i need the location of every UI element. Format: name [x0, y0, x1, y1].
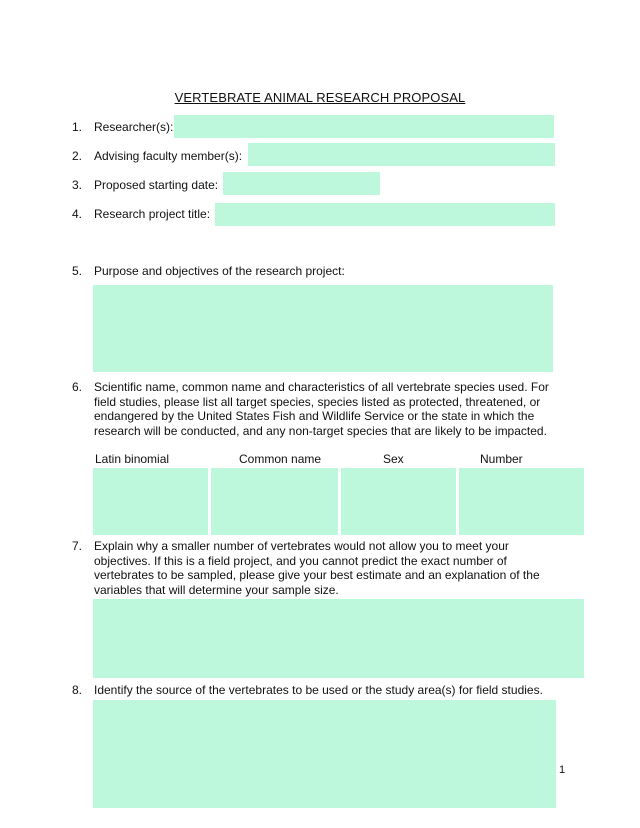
number-input[interactable]: [459, 468, 584, 535]
project-title-input[interactable]: [215, 203, 555, 226]
sex-input[interactable]: [341, 468, 456, 535]
species-instructions: Scientific name, common name and characteristics of all vertebrate species used. For field studies, please list all target species, species listed as protected, threatened, or endangered by the United States Fish and Wildlife Service or the state in which the research will be conducted, and any non-target species that are likely to be impacted.: [94, 380, 549, 438]
researchers-input[interactable]: [174, 115, 554, 138]
starting-date-input[interactable]: [223, 172, 380, 195]
item-number: 6.: [71, 380, 82, 394]
page-number: 1: [559, 764, 566, 776]
item-number: 7.: [71, 539, 82, 553]
item-number: 3.: [71, 178, 82, 192]
sample-size-textarea[interactable]: [93, 599, 584, 678]
column-header-sex: Sex: [383, 452, 404, 466]
latin-binomial-input[interactable]: [93, 468, 208, 535]
item-number: 2.: [71, 149, 82, 163]
item-number: 1.: [71, 120, 82, 134]
common-name-input[interactable]: [211, 468, 338, 535]
advising-faculty-input[interactable]: [248, 143, 555, 166]
sample-size-instructions: Explain why a smaller number of vertebrates would not allow you to meet your objectives. If this is a field project, and you cannot predict the exact number of vertebrates to be sampled, please give your best estimate and an explanation of the variables that will determine your sample size.: [94, 539, 540, 597]
researchers-label: Researcher(s):: [94, 120, 174, 134]
source-textarea[interactable]: [93, 700, 556, 808]
column-header-number: Number: [480, 452, 523, 466]
item-number: 5.: [71, 264, 82, 278]
page-title: VERTEBRATE ANIMAL RESEARCH PROPOSAL: [174, 90, 466, 105]
column-header-latin-binomial: Latin binomial: [95, 452, 170, 466]
source-label: Identify the source of the vertebrates to be used or the study area(s) for field studies.: [94, 683, 543, 697]
project-title-label: Research project title:: [94, 207, 211, 221]
starting-date-label: Proposed starting date:: [94, 178, 219, 192]
item-number: 4.: [71, 207, 82, 221]
item-number: 8.: [71, 683, 82, 697]
purpose-label: Purpose and objectives of the research project:: [94, 264, 345, 278]
advising-faculty-label: Advising faculty member(s):: [94, 149, 243, 163]
column-header-common-name: Common name: [239, 452, 322, 466]
purpose-textarea[interactable]: [93, 285, 553, 372]
